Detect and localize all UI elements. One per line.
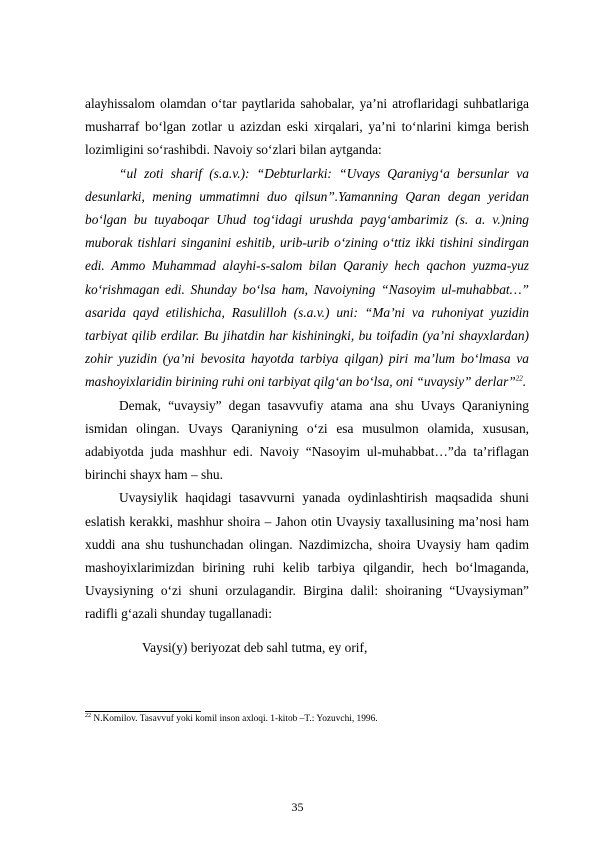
quote-end: . [522,374,527,390]
footnote-text: N.Komilov. Tasavvuf yoki komil inson axloqi. 1-kitob –T.: Yozuvchi, 1996. [91,714,378,724]
page-body [85,92,529,659]
paragraph-2: Demak, “uvaysiy” degan tasavvufiy atama ana shu Uvays Qaraniyning ismidan olingan. Uvays Qaraniyning o‘zi esa musulmon olamida, xususan, adabiyotda juda mashhur edi. Navoiy “Nasoyim ul-muhabbat…”da ta’riflagan birinchi shayx ham – shu. [85,397,529,483]
paragraph-3: Uvaysiylik haqidagi tasavvurni yanada oydinlashtirish maqsadida shuni eslatish kerakki, mashhur shoira – Jahon otin Uvaysiy taxallusining ma’nosi ham xuddi ana shu tushunchadan olingan. Nazdimizcha, shoira Uvaysiy ham qadim mashoyixlarimizdan birining ruhi kelib tarbiya qilgandir, hech bo‘lmaganda, Uvaysiyning o‘zi shuni orzulagandir. Birgina dalil: shoiraning “Uvaysiyman” radifli g‘azali shunday tugallanadi: [85,490,529,622]
page-number: 35 [291,800,304,814]
footnote [85,714,529,724]
quote-paragraph [85,162,529,394]
footnote-ref: 22 [515,374,523,383]
footnote-divider [85,711,201,712]
paragraph-1: alayhissalom olamdan o‘tar paytlarida sahobalar, ya’ni atroflaridagi suhbatlariga musharraf bo‘lgan zotlar u azizdan eski xirqalari, ya’ni to‘nlarini kimga berish lozimligini so‘rashibdi. Navoiy so‘zlari bilan aytganda: [85,96,529,158]
footnote-number: 22 [85,712,91,719]
verse-line: Vaysi(y) beriyozat deb sahl tutma, ey orif, [142,639,368,655]
quote-text: “ul zoti sharif (s.a.v.): “Debturlarki: “Uvays Qaraniyg‘a bersunlar va desunlarki, mening ummatimni duo qilsun”.Yamanning Qaran degan yeridan bo‘lgan bu tuyaboqar Uhud tog‘idagi urushda payg‘ambarimiz (s. a. v.)ning muborak tishlari singanini eshitib, urib-urib o‘zining o‘ttiz ikki tishini sindirgan edi. Ammo Muhammad alayhi-s-salom bilan Qaraniy hech qachon yuzma-yuz ko‘rishmagan edi. Shunday bo‘lsa ham, Navoiyning “Nasoyim ul-muhabbat…” asarida qayd etilishicha, Rasulilloh (s.a.v.) uni: “Ma’ni va ruhoniyat yuzidin tarbiyat qilib erdilar. Bu jihatdin har kishiningki, bu toifadin (ya’ni shayxlardan) zohir yuzidin (ya’ni bevosita hayotda tarbiya qilgan) piri ma’lum bo‘lmasa va mashoyixlaridin birining ruhi oni tarbiyat qilg‘an bo‘lsa, oni “uvaysiy” derlar” [85,165,529,390]
